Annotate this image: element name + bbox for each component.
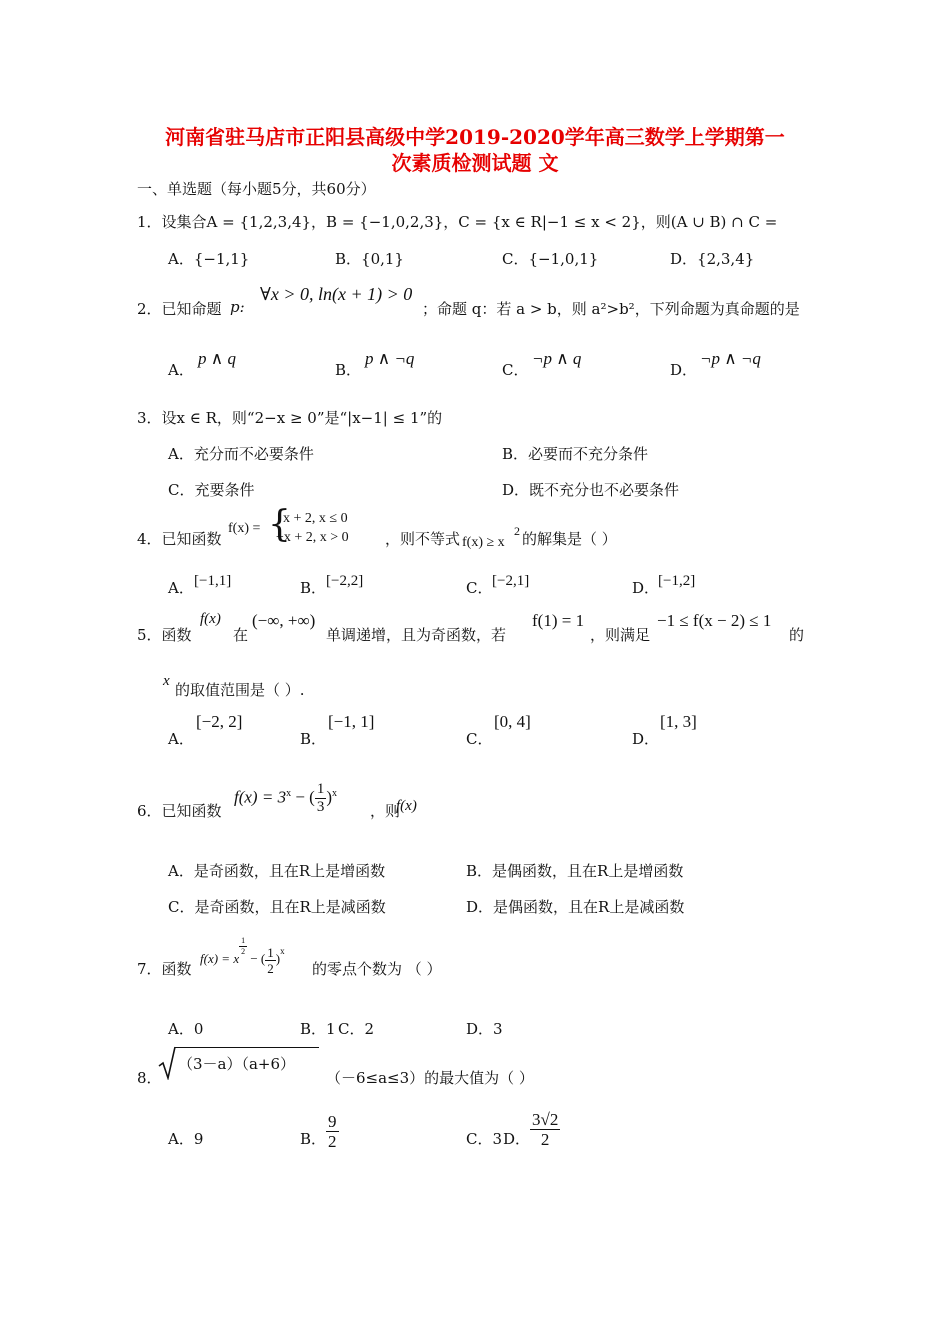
q6-frac-den: 3 bbox=[316, 799, 325, 815]
q8-b-fraction bbox=[326, 1113, 339, 1150]
q6-close: ) bbox=[326, 787, 332, 807]
q3-option-b: B．必要而不充分条件 bbox=[502, 445, 649, 463]
q8-option-d bbox=[530, 1111, 560, 1148]
question-7-prefix: 7．函数 bbox=[137, 960, 192, 978]
q7-fraction bbox=[265, 946, 276, 975]
q6-exp-1: x bbox=[286, 787, 292, 799]
q5-option-a-label: A． bbox=[168, 730, 194, 748]
q5-fx: f(x) bbox=[200, 611, 221, 627]
q4-option-c-label: C． bbox=[466, 579, 493, 597]
q2-option-b-label: B． bbox=[335, 361, 362, 379]
q4-option-b-label: B． bbox=[300, 579, 327, 597]
q7-exp-x: x bbox=[280, 946, 285, 957]
q7-frac-num: 1 bbox=[267, 945, 274, 960]
sqrt-overbar bbox=[175, 1047, 319, 1048]
q2-option-c: ¬p ∧ q bbox=[532, 349, 582, 368]
q4-case-1: x + 2, x ≤ 0 bbox=[283, 511, 348, 526]
q7-exponent bbox=[239, 937, 247, 956]
q8-option-a: A．9 bbox=[168, 1130, 204, 1148]
q6-option-a: A．是奇函数，且在R上是增函数 bbox=[168, 862, 386, 880]
q8-d-fraction bbox=[530, 1111, 560, 1148]
question-5-prefix: 5．函数 bbox=[137, 626, 192, 644]
q5-option-d-label: D． bbox=[632, 730, 660, 748]
q3-option-c: C．充要条件 bbox=[168, 481, 255, 499]
q7-minus: − ( bbox=[247, 951, 266, 967]
q8-option-d-label: D． bbox=[503, 1130, 531, 1148]
q4-exponent: 2 bbox=[514, 524, 520, 538]
q5-option-c: [0, 4] bbox=[494, 712, 531, 731]
q4-option-d-label: D． bbox=[632, 579, 660, 597]
q5-mid-text-2: ，则满足 bbox=[590, 626, 651, 644]
q4-case-2: −x + 2, x > 0 bbox=[276, 530, 349, 545]
q3-option-a: A．充分而不必要条件 bbox=[168, 445, 314, 463]
question-6-prefix: 6．已知函数 bbox=[137, 802, 222, 820]
q2-option-b: p ∧ ¬q bbox=[365, 349, 415, 368]
q4-option-d: [−1,2] bbox=[658, 573, 696, 589]
q4-option-c: [−2,1] bbox=[492, 573, 530, 589]
q8-d-num: 3√2 bbox=[532, 1110, 559, 1129]
q6-option-d: D．是偶函数，且在R上是减函数 bbox=[466, 898, 685, 916]
q8-option-b bbox=[326, 1113, 339, 1150]
q1-option-a: A．{−1,1} bbox=[168, 250, 250, 268]
q4-mid-text: ，则不等式 bbox=[385, 530, 461, 548]
q2-option-a-label: A． bbox=[168, 361, 194, 379]
q5-interval: (−∞, +∞) bbox=[252, 611, 316, 630]
q5-option-b: [−1, 1] bbox=[328, 712, 375, 731]
q7-exp-den: 2 bbox=[241, 947, 246, 956]
q7-function bbox=[200, 936, 285, 976]
q6-exp-2: x bbox=[331, 787, 337, 799]
q4-option-a-label: A． bbox=[168, 579, 194, 597]
q8-b-num: 9 bbox=[328, 1112, 337, 1131]
q7-option-c: C．2 bbox=[338, 1020, 375, 1038]
q8-option-c: C．3 bbox=[466, 1130, 503, 1148]
q5-option-a: [−2, 2] bbox=[196, 712, 243, 731]
q5-f1: f(1) = 1 bbox=[532, 611, 585, 630]
q6-option-b: B．是偶函数，且在R上是增函数 bbox=[466, 862, 684, 880]
q2-formula: ∀x > 0, ln(x + 1) > 0 bbox=[260, 284, 413, 304]
q7-option-d: D．3 bbox=[466, 1020, 503, 1038]
q4-fx-label: f(x) = bbox=[228, 521, 261, 536]
q2-option-d-label: D． bbox=[670, 361, 698, 379]
q7-close: ) bbox=[275, 951, 281, 967]
q4-option-b: [−2,2] bbox=[326, 573, 364, 589]
q6-fraction bbox=[315, 782, 327, 815]
q7-frac-den: 2 bbox=[267, 961, 274, 976]
q5-de: 的 bbox=[789, 626, 805, 644]
q7-post-text: 的零点个数为 （ ） bbox=[312, 960, 442, 978]
q5-at: 在 bbox=[233, 626, 249, 644]
q7-option-b: B．1 bbox=[300, 1020, 336, 1038]
q6-function bbox=[234, 782, 337, 815]
q2-option-d: ¬p ∧ ¬q bbox=[700, 349, 761, 368]
question-3-stem: 3．设x ∈ R，则“2−x ≥ 0”是“|x−1| ≤ 1”的 bbox=[137, 409, 443, 427]
q5-variable-x: x bbox=[163, 673, 170, 689]
q6-post-text: ，则 bbox=[370, 802, 401, 820]
q7-exp-num: 1 bbox=[241, 936, 246, 945]
q6-frac-num: 1 bbox=[316, 781, 325, 797]
q7-lhs: f(x) = x bbox=[200, 951, 240, 967]
sqrt-sign-icon bbox=[158, 1046, 176, 1080]
q5-line-2: 的取值范围是（ ）. bbox=[175, 681, 305, 699]
question-4-prefix: 4．已知函数 bbox=[137, 530, 222, 548]
q6-option-c: C．是奇函数，且在R上是减函数 bbox=[168, 898, 386, 916]
q6-fx: f(x) bbox=[396, 798, 417, 814]
q1-option-b: B．{0,1} bbox=[335, 250, 404, 268]
q8-d-den: 2 bbox=[540, 1130, 550, 1149]
question-8-number: 8． bbox=[137, 1069, 162, 1087]
q8-radicand: （3－a）（a+6） bbox=[178, 1055, 296, 1073]
q4-post-text: 的解集是（ ） bbox=[522, 530, 617, 548]
q8-b-den: 2 bbox=[328, 1132, 337, 1151]
q8-post-text: （－6≤a≤3）的最大值为（ ） bbox=[326, 1069, 534, 1087]
q4-option-a: [−1,1] bbox=[194, 573, 232, 589]
q5-condition: −1 ≤ f(x − 2) ≤ 1 bbox=[657, 611, 772, 630]
q4-inequality: f(x) ≥ x bbox=[462, 535, 505, 550]
section-heading: 一、单选题（每小题5分，共60分） bbox=[137, 180, 376, 198]
question-2-prefix: 2．已知命题 bbox=[137, 300, 222, 318]
q5-option-d: [1, 3] bbox=[660, 712, 697, 731]
q7-option-a: A．0 bbox=[168, 1020, 204, 1038]
q2-p-label: p: bbox=[230, 298, 245, 316]
q5-option-b-label: B． bbox=[300, 730, 327, 748]
title-line-2: 次素质检测试题 文 bbox=[391, 151, 559, 175]
q5-mid-text-1: 单调递增，且为奇函数，若 bbox=[326, 626, 507, 644]
q6-lhs: f(x) = 3 bbox=[234, 787, 287, 807]
q2-option-a: p ∧ q bbox=[198, 349, 236, 368]
q4-brace: { bbox=[268, 504, 291, 545]
q8-option-b-label: B． bbox=[300, 1130, 327, 1148]
q1-option-d: D．{2,3,4} bbox=[670, 250, 755, 268]
q1-option-c: C．{−1,0,1} bbox=[502, 250, 599, 268]
q3-option-d: D．既不充分也不必要条件 bbox=[502, 481, 680, 499]
q2-option-c-label: C． bbox=[502, 361, 529, 379]
q5-option-c-label: C． bbox=[466, 730, 493, 748]
question-2-rest: ；命题 q：若 a > b，则 a²>b²，下列命题为真命题的是 bbox=[422, 300, 800, 318]
title-line-1: 河南省驻马店市正阳县高级中学2019-2020学年高三数学上学期第一 bbox=[165, 125, 785, 149]
question-1-stem: 1．设集合A = {1,2,3,4}，B = {−1,0,2,3}，C = {x ∈ R|−1 ≤ x < 2}，则(A ∪ B) ∩ C = bbox=[137, 213, 778, 231]
q6-minus: − ( bbox=[291, 787, 315, 807]
